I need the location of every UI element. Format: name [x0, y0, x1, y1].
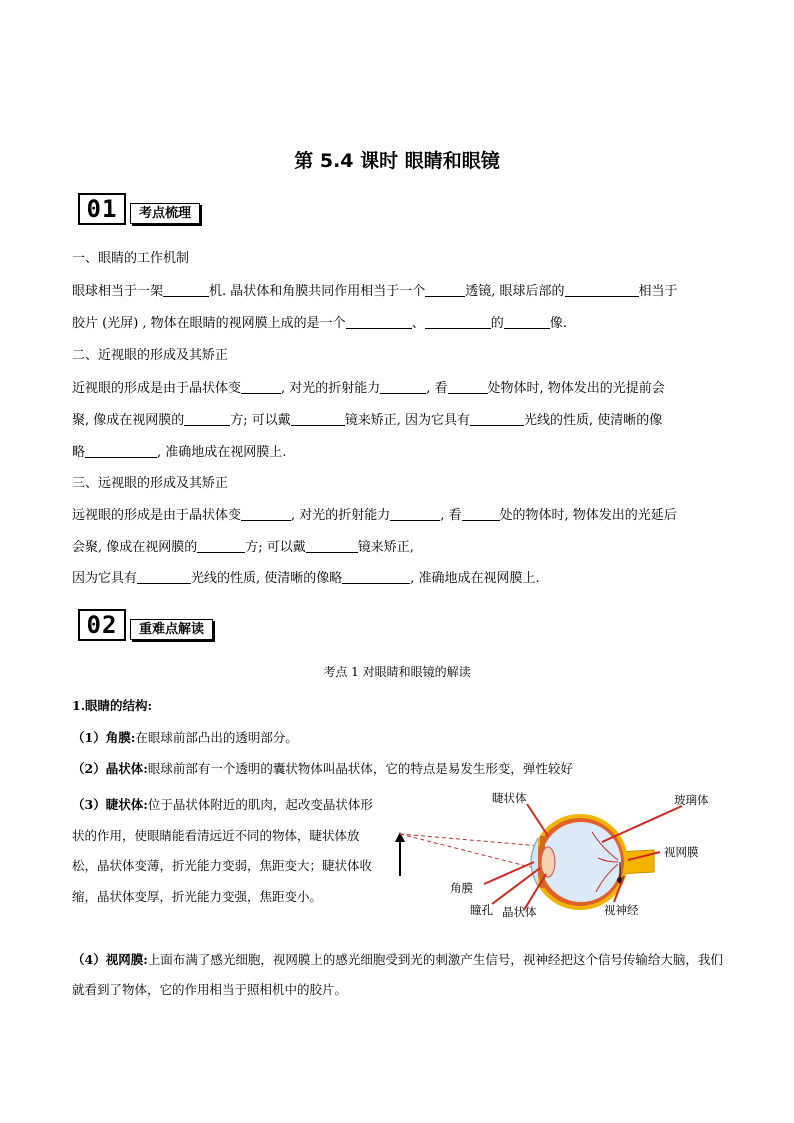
part1-line1: 眼球相当于一架 机. 晶状体和角膜共同作用相当于一个 透镜, 眼球后部的 相当于 — [72, 284, 678, 299]
part1-heading: 一、眼睛的工作机制 — [72, 251, 190, 266]
fill-blank[interactable] — [380, 379, 426, 394]
fill-blank[interactable] — [425, 282, 465, 297]
item-lens: （2）晶状体:眼球前部有一个透明的囊状物体叫晶状体，它的特点是易发生形变，弹性较好 — [72, 761, 573, 776]
section-badge-02 — [78, 609, 213, 641]
label-cornea: 角膜 — [450, 881, 473, 895]
item-retina: （4）视网膜:上面布满了感光细胞，视网膜上的感光细胞受到光的刺激产生信号，视神经把这个信号传输给大脑，我们就看到了物体，它的作用相当于照相机中的胶片。 — [72, 952, 723, 997]
fill-blank[interactable] — [306, 538, 358, 553]
part1-line2: 胶片 (光屏) , 物体在眼睛的视网膜上成的是一个 、 的 像. — [72, 316, 567, 331]
item-ciliary: （3）睫状体:位于晶状体附近的肌肉，起改变晶状体形状的作用，使眼睛能看清远近不同的物体，睫状体放松，晶状体变薄，折光能力变弱，焦距变大；睫状体收缩，晶状体变厚，折光能力变强，焦距变小。 — [72, 797, 373, 904]
fill-blank[interactable] — [241, 379, 281, 394]
lens-shape — [541, 847, 555, 877]
light-ray — [400, 834, 540, 846]
fill-blank[interactable] — [137, 569, 191, 584]
section-number: 02 — [78, 609, 126, 641]
fill-blank[interactable] — [448, 379, 488, 394]
structure-heading: 1.眼睛的结构: — [72, 698, 153, 713]
object-arrow-head-icon — [395, 832, 405, 842]
fill-blank[interactable] — [184, 411, 230, 426]
fill-blank[interactable] — [241, 506, 291, 521]
fill-blank[interactable] — [346, 314, 412, 329]
part2-heading: 二、近视眼的形成及其矫正 — [72, 348, 229, 363]
light-ray — [400, 834, 542, 870]
pointer-line — [484, 862, 534, 884]
section-badge-01 — [78, 193, 200, 225]
pointer-line — [527, 804, 548, 836]
fill-blank[interactable] — [197, 538, 245, 553]
label-lens: 晶状体 — [502, 905, 537, 919]
part2-line2: 聚, 像成在视网膜的 方; 可以戴 镜来矫正, 因为它具有 光线的性质, 使清晰的像 — [72, 413, 663, 428]
fill-blank[interactable] — [85, 443, 157, 458]
fill-blank[interactable] — [390, 506, 440, 521]
fill-blank[interactable] — [470, 411, 524, 426]
label-pupil: 瞳孔 — [470, 903, 493, 917]
section-number: 01 — [78, 193, 126, 225]
eye-diagram — [392, 788, 732, 928]
fill-blank[interactable] — [342, 569, 410, 584]
fill-blank[interactable] — [425, 314, 491, 329]
item-cornea: （1）角膜:在眼球前部凸出的透明部分。 — [72, 730, 298, 745]
fill-blank[interactable] — [163, 282, 209, 297]
part2-line3: 略 , 准确地成在视网膜上. — [72, 445, 287, 460]
label-vitreous: 玻璃体 — [674, 793, 709, 807]
fill-blank[interactable] — [462, 506, 500, 521]
pointer-line — [492, 868, 540, 904]
part3-line2: 会聚, 像成在视网膜的 方; 可以戴 镜来矫正, — [72, 540, 414, 555]
fill-blank[interactable] — [565, 282, 639, 297]
fill-blank[interactable] — [291, 411, 345, 426]
part3-line1: 远视眼的形成是由于晶状体变 , 对光的折射能力 , 看 处的物体时, 物体发出的光延后 — [72, 508, 677, 523]
label-optic-nerve: 视神经 — [604, 903, 639, 917]
label-retina: 视网膜 — [664, 845, 699, 859]
section-label: 重难点解读 — [130, 619, 213, 640]
fill-blank[interactable] — [504, 314, 550, 329]
label-ciliary: 睫状体 — [492, 791, 527, 805]
part3-line3: 因为它具有 光线的性质, 使清晰的像略 , 准确地成在视网膜上. — [72, 571, 540, 586]
pointer-line — [602, 806, 682, 842]
section-label: 考点梳理 — [130, 203, 200, 224]
part3-heading: 三、远视眼的形成及其矫正 — [72, 476, 229, 491]
part2-line1: 近视眼的形成是由于晶状体变 , 对光的折射能力 , 看 处物体时, 物体发出的光提前会 — [72, 381, 665, 396]
page-title: 第 5.4 课时 眼睛和眼镜 — [294, 150, 500, 172]
kaodian-title: 考点 1 对眼睛和眼镜的解读 — [323, 665, 471, 679]
